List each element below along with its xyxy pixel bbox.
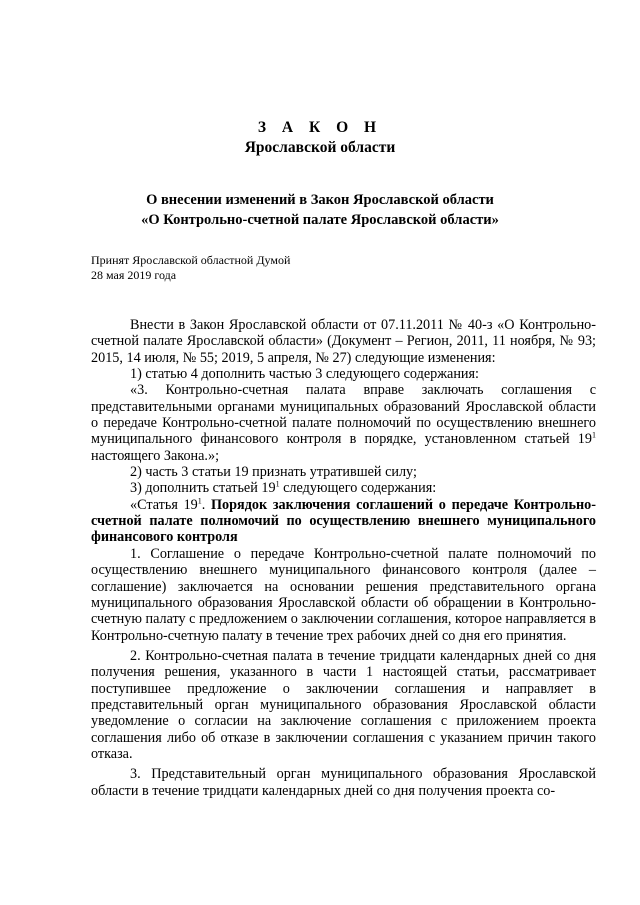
article-label: «Статья 19 [130,496,198,513]
law-heading: З А К О Н [257,119,383,136]
adoption-note [91,253,290,283]
law-body [91,317,596,799]
article-title: Порядок заключения соглашений о передаче Контрольно-счетной палате полномочий по осуществлению внешнего муниципального финансового контроля [91,496,596,546]
item-3 [91,480,596,496]
article-part-3: 3. Представительный орган муниципального образования Ярославской области в течение тридцати календарных дней со дня получения проекта со- [91,766,596,799]
item-3-text: 3) дополнить статьей 19 [130,480,276,497]
article-part-1: 1. Соглашение о передаче Контрольно-счетной палате полномочий по осуществлению внешнего муниципального финансового контроля (далее – соглашение) заключается на основании решения представительного органа муниципального образования Ярославской области об обращении в Контрольно-счетную палату с предложением о заключении соглашения, которое направляется в Контрольно-счетную палату в течение трех рабочих дней со дня его принятия. [91,545,596,644]
adoption-body: Принят Ярославской областной Думой [91,253,291,267]
adoption-date: 28 мая 2019 года [91,268,177,282]
quote-superscript: 1 [592,430,596,440]
item-2: 2) часть 3 статьи 19 признать утратившей силу; [130,464,417,481]
region-heading: Ярославской области [244,139,396,156]
article-superscript: 1 [197,496,202,506]
quote-text: «3. Контрольно-счетная палата вправе заключать соглашения с представительными органами муниципальных образований Ярославской области о передаче Контрольно-счетной палате полномочий по осуществлению внешнего муниципального финансового контроля в порядке, установленном статьей 19 [91,382,596,448]
item-1: 1) статью 4 дополнить частью 3 следующего содержания: [130,366,479,383]
subtitle-line-2: «О Контрольно-счетной палате Ярославской области» [141,212,499,228]
quote-text-end: настоящего Закона.»; [91,447,220,464]
intro-paragraph: Внести в Закон Ярославской области от 07.11.2011 № 40-з «О Контрольно-счетной палате Ярославской области» (Документ – Регион, 2011, 11 ноября, № 93; 2015, 14 июля, № 55; 2019, 5 апреля, № 27) следующие изменения: [91,317,596,366]
item-3-text-end: следующего содержания: [279,480,437,497]
item-3-superscript: 1 [275,479,280,489]
subtitle-line-1: О внесении изменений в Закон Ярославской области [146,192,494,208]
article-part-2: 2. Контрольно-счетная палата в течение тридцати календарных дней со дня получения решения, указанного в части 1 настоящей статьи, рассматривает поступившее предложение о заключении соглашения и направляет в представительный орган муниципального образования Ярославской области уведомление о согласии на заключение соглашения с приложением проекта соглашения либо об отказе в заключении соглашения с указанием причин такого отказа. [91,647,596,762]
article-19-1-heading [91,497,596,546]
article-4-part-3-quote [91,382,596,464]
article-label-dot: . [201,496,212,513]
law-subtitle [0,190,640,230]
